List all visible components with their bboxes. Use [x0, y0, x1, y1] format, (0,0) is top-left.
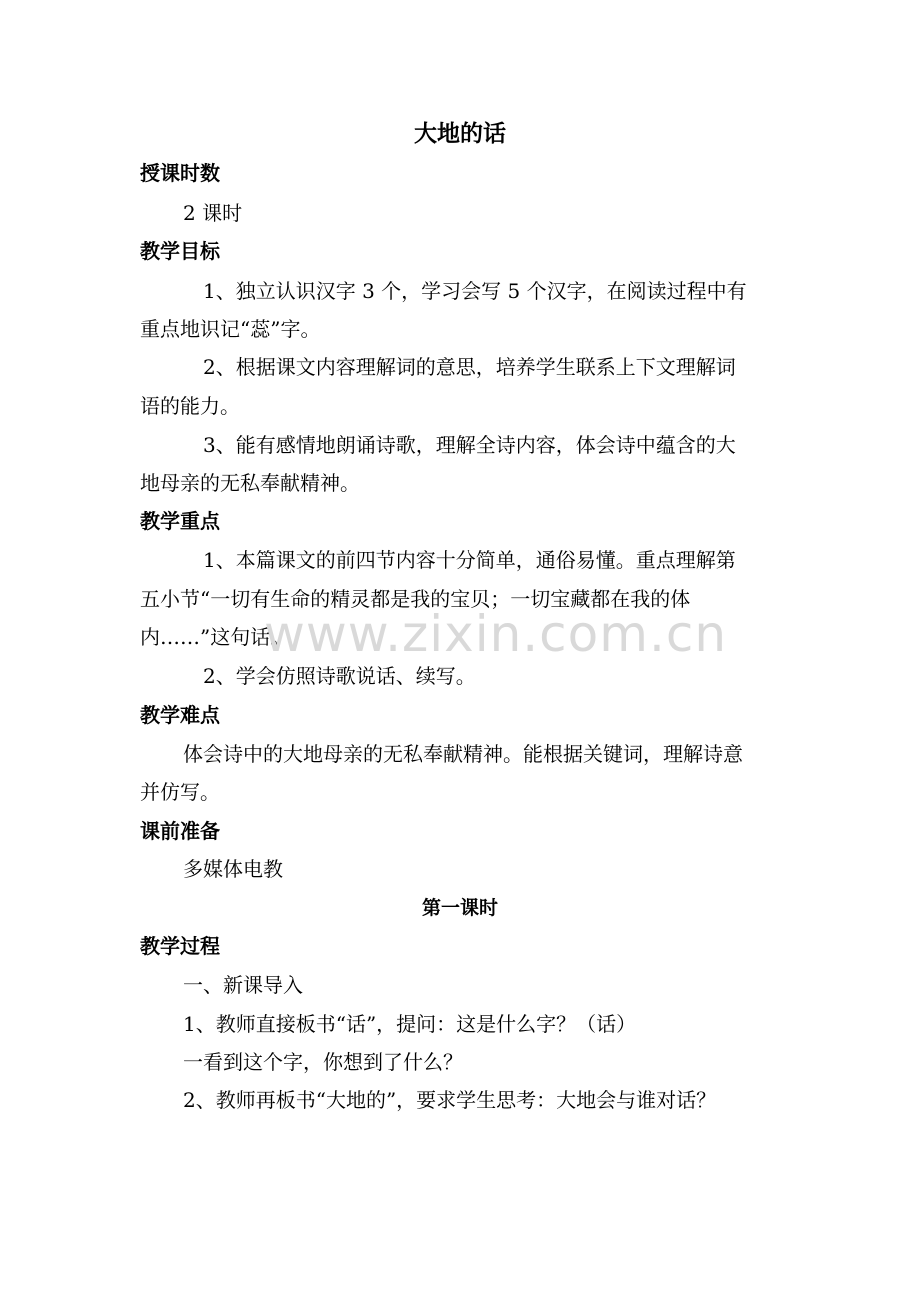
heading-key-points: 教学重点 — [140, 509, 220, 533]
watermark: www.zixin.com.cn — [264, 605, 728, 663]
objective-1-line-2: 重点地识记“蕊”字。 — [140, 317, 321, 341]
heading-process: 教学过程 — [140, 934, 220, 958]
heading-preparation: 课前准备 — [140, 819, 220, 843]
heading-objectives: 教学目标 — [140, 239, 220, 263]
heading-difficulties: 教学难点 — [140, 703, 220, 727]
objective-2-line-1: 2、根据课文内容理解词的意思，培养学生联系上下文理解词 — [203, 355, 736, 379]
objective-2-line-2: 语的能力。 — [140, 394, 240, 418]
key-point-1-line-3: 内……”这句话。 — [140, 625, 291, 649]
key-point-1-line-1: 1、本篇课文的前四节内容十分简单，通俗易懂。重点理解第 — [203, 548, 736, 572]
process-line-3: 一看到这个字，你想到了什么？ — [183, 1050, 463, 1074]
lesson-one-title: 第一课时 — [421, 897, 498, 919]
key-point-2-line-1: 2、学会仿照诗歌说话、续写。 — [203, 664, 476, 688]
objective-1-line-1: 1、独立认识汉字 3 个，学习会写 5 个汉字，在阅读过程中有 — [203, 279, 747, 303]
key-point-1-line-2: 五小节“一切有生命的精灵都是我的宝贝；一切宝藏都在我的体 — [140, 587, 691, 611]
difficulties-line-2: 并仿写。 — [140, 780, 220, 804]
document-title: 大地的话 — [414, 121, 506, 147]
process-line-1: 一、新课导入 — [183, 973, 303, 997]
hours-text: 2 课时 — [183, 201, 243, 225]
process-line-4: 2、教师再板书“大地的”，要求学生思考：大地会与谁对话？ — [183, 1088, 717, 1112]
heading-hours: 授课时数 — [140, 161, 220, 185]
objective-3-line-2: 地母亲的无私奉献精神。 — [140, 471, 360, 495]
process-line-2: 1、教师直接板书“话”，提问：这是什么字？（话） — [183, 1012, 637, 1036]
difficulties-line-1: 体会诗中的大地母亲的无私奉献精神。能根据关键词，理解诗意 — [183, 742, 743, 766]
objective-3-line-1: 3、能有感情地朗诵诗歌，理解全诗内容，体会诗中蕴含的大 — [203, 433, 736, 457]
preparation-text: 多媒体电教 — [183, 857, 283, 881]
